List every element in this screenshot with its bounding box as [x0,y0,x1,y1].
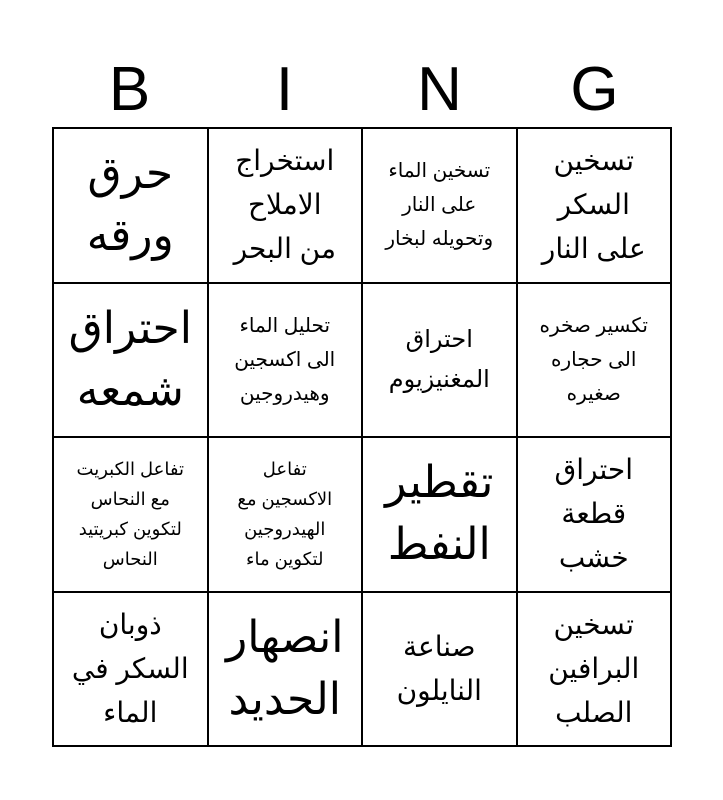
bingo-cell-r3c1[interactable] [54,438,209,593]
bingo-cell-r2c3[interactable] [363,284,518,439]
bingo-cell-text: تسخين الماء على النار وتحويله لبخار [385,160,494,251]
bingo-cell-text: تسخين السكر على النار [541,145,646,265]
header-letter-b: B [108,55,151,124]
bingo-cell-text: احتراق المغنيزيوم [388,325,490,393]
bingo-cell-r1c1[interactable] [54,129,209,284]
bingo-cell-text: تفاعل الاكسجين مع الهيدروجين لتكوين ماء [237,459,333,570]
bingo-cell-r1c4[interactable] [518,129,673,284]
bingo-cell-r4c4[interactable] [518,593,673,748]
bingo-cell-text: تكسير صخره الى حجاره صغيره [539,314,648,405]
bingo-cell-text: احتراق قطعة خشب [554,454,633,574]
bingo-cell-text: ذوبان السكر في الماء [71,608,189,728]
bingo-cell-r2c2[interactable] [209,284,364,439]
bingo-header [52,52,672,128]
bingo-cell-text: صناعة النايلون [396,630,482,706]
bingo-cell-text: تفاعل الكبريت مع النحاس لتكوين كبريتيد النحاس [76,459,184,570]
bingo-cell-r1c2[interactable] [209,129,364,284]
bingo-cell-r3c3[interactable] [363,438,518,593]
bingo-cell-r3c4[interactable] [518,438,673,593]
bingo-cell-r4c3[interactable] [363,593,518,748]
bingo-cell-text: استخراج الاملاح من البحر [233,145,336,265]
bingo-cell-text: حرق ورقه [86,149,174,261]
header-letter-n: N [417,55,462,124]
header-letter-g: G [570,55,619,124]
bingo-cell-r4c2[interactable] [209,593,364,748]
bingo-cell-r2c1[interactable] [54,284,209,439]
header-letter-i: I [275,55,294,124]
bingo-cell-text: احتراق شمعه [68,303,192,415]
bingo-board [52,127,672,747]
bingo-cell-r1c3[interactable] [363,129,518,284]
bingo-cell-text: انصهار الحديد [225,612,344,724]
bingo-cell-text: تقطير النفط [385,458,494,570]
bingo-cell-r2c4[interactable] [518,284,673,439]
bingo-cell-text: تسخين البرافين الصلب [548,608,640,728]
bingo-cell-r4c1[interactable] [54,593,209,748]
bingo-cell-text: تحليل الماء الى اكسجين وهيدروجين [234,314,336,405]
bingo-cell-r3c2[interactable] [209,438,364,593]
